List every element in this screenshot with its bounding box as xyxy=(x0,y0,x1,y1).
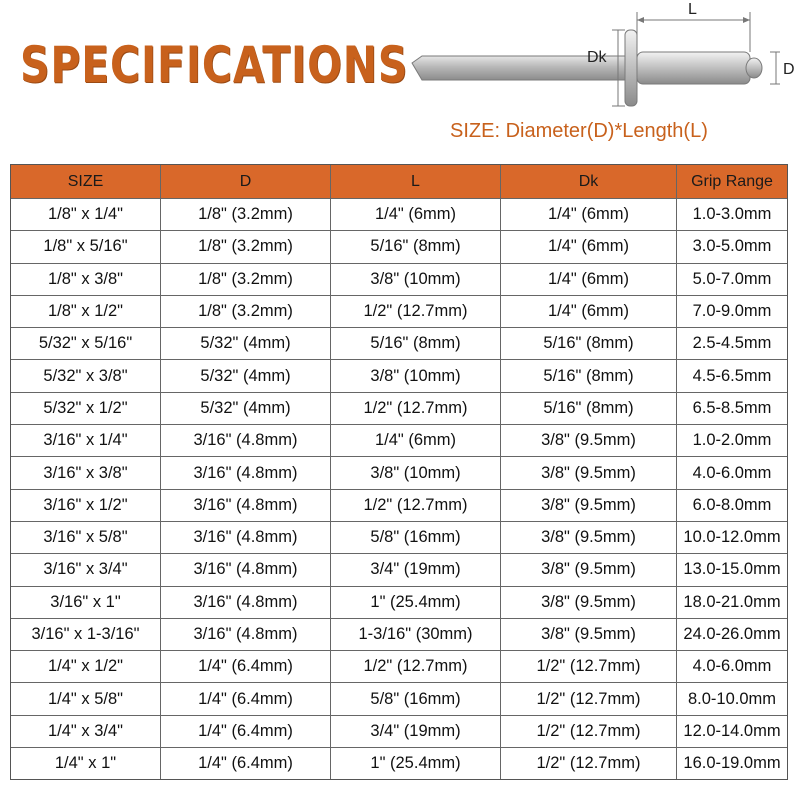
cell-diameter: 1/4" (6.4mm) xyxy=(161,716,331,748)
table-row xyxy=(11,619,787,651)
cell-length: 3/8" (10mm) xyxy=(331,457,501,489)
cell-length: 1/2" (12.7mm) xyxy=(331,296,501,328)
cell-diameter: 5/32" (4mm) xyxy=(161,328,331,360)
cell-length: 1/4" (6mm) xyxy=(331,199,501,231)
cell-diameter: 1/4" (6.4mm) xyxy=(161,748,331,779)
table-row xyxy=(11,748,787,779)
cell-grip-range: 18.0-21.0mm xyxy=(677,587,787,619)
cell-diameter: 1/8" (3.2mm) xyxy=(161,231,331,263)
cell-grip-range: 6.5-8.5mm xyxy=(677,393,787,425)
table-row xyxy=(11,360,787,392)
cell-length: 1/2" (12.7mm) xyxy=(331,651,501,683)
header-length: L xyxy=(331,165,501,199)
cell-head-diameter: 3/8" (9.5mm) xyxy=(501,619,677,651)
cell-size: 1/8" x 1/4" xyxy=(11,199,161,231)
rivet-head xyxy=(625,30,637,106)
cell-length: 1" (25.4mm) xyxy=(331,748,501,779)
label-diameter: D xyxy=(783,61,795,78)
cell-grip-range: 7.0-9.0mm xyxy=(677,296,787,328)
cell-grip-range: 3.0-5.0mm xyxy=(677,231,787,263)
cell-length: 1/2" (12.7mm) xyxy=(331,490,501,522)
spec-table xyxy=(10,164,788,780)
cell-size: 3/16" x 1/2" xyxy=(11,490,161,522)
cell-length: 1/4" (6mm) xyxy=(331,425,501,457)
cell-length: 3/4" (19mm) xyxy=(331,554,501,586)
cell-grip-range: 8.0-10.0mm xyxy=(677,683,787,715)
cell-grip-range: 13.0-15.0mm xyxy=(677,554,787,586)
cell-head-diameter: 1/4" (6mm) xyxy=(501,199,677,231)
cell-head-diameter: 3/8" (9.5mm) xyxy=(501,457,677,489)
cell-grip-range: 5.0-7.0mm xyxy=(677,264,787,296)
page-title: SPECIFICATIONS xyxy=(20,36,409,94)
cell-size: 5/32" x 3/8" xyxy=(11,360,161,392)
size-caption: SIZE: Diameter(D)*Length(L) xyxy=(450,120,708,142)
cell-length: 3/8" (10mm) xyxy=(331,360,501,392)
cell-head-diameter: 1/4" (6mm) xyxy=(501,231,677,263)
cell-diameter: 3/16" (4.8mm) xyxy=(161,587,331,619)
table-row xyxy=(11,683,787,715)
table-header-row xyxy=(11,165,787,199)
table-row xyxy=(11,522,787,554)
cell-size: 1/4" x 5/8" xyxy=(11,683,161,715)
cell-diameter: 1/4" (6.4mm) xyxy=(161,683,331,715)
cell-head-diameter: 3/8" (9.5mm) xyxy=(501,490,677,522)
cell-grip-range: 4.0-6.0mm xyxy=(677,457,787,489)
cell-head-diameter: 1/4" (6mm) xyxy=(501,264,677,296)
label-length: L xyxy=(688,1,697,18)
cell-grip-range: 1.0-2.0mm xyxy=(677,425,787,457)
cell-head-diameter: 1/2" (12.7mm) xyxy=(501,651,677,683)
table-row xyxy=(11,296,787,328)
cell-grip-range: 24.0-26.0mm xyxy=(677,619,787,651)
cell-grip-range: 6.0-8.0mm xyxy=(677,490,787,522)
cell-head-diameter: 3/8" (9.5mm) xyxy=(501,554,677,586)
cell-length: 5/16" (8mm) xyxy=(331,231,501,263)
cell-size: 3/16" x 3/4" xyxy=(11,554,161,586)
cell-size: 3/16" x 1" xyxy=(11,587,161,619)
cell-length: 1/2" (12.7mm) xyxy=(331,393,501,425)
cell-diameter: 5/32" (4mm) xyxy=(161,393,331,425)
rivet-diagram xyxy=(400,0,800,120)
table-row xyxy=(11,328,787,360)
cell-grip-range: 12.0-14.0mm xyxy=(677,716,787,748)
cell-grip-range: 2.5-4.5mm xyxy=(677,328,787,360)
header-grip-range: Grip Range xyxy=(677,165,787,199)
cell-diameter: 1/8" (3.2mm) xyxy=(161,264,331,296)
table-row xyxy=(11,231,787,263)
cell-diameter: 3/16" (4.8mm) xyxy=(161,425,331,457)
cell-length: 3/4" (19mm) xyxy=(331,716,501,748)
mandrel-tip xyxy=(746,58,762,78)
cell-length: 3/8" (10mm) xyxy=(331,264,501,296)
label-head-diameter: Dk xyxy=(587,49,607,66)
cell-length: 5/16" (8mm) xyxy=(331,328,501,360)
cell-head-diameter: 3/8" (9.5mm) xyxy=(501,587,677,619)
cell-size: 3/16" x 1-3/16" xyxy=(11,619,161,651)
cell-length: 1" (25.4mm) xyxy=(331,587,501,619)
cell-diameter: 3/16" (4.8mm) xyxy=(161,554,331,586)
cell-size: 1/4" x 1" xyxy=(11,748,161,779)
table-row xyxy=(11,264,787,296)
cell-size: 3/16" x 5/8" xyxy=(11,522,161,554)
cell-size: 1/8" x 5/16" xyxy=(11,231,161,263)
cell-diameter: 1/8" (3.2mm) xyxy=(161,296,331,328)
cell-size: 1/8" x 3/8" xyxy=(11,264,161,296)
table-row xyxy=(11,425,787,457)
cell-grip-range: 16.0-19.0mm xyxy=(683,754,781,773)
cell-diameter: 3/16" (4.8mm) xyxy=(161,619,331,651)
cell-size: 5/32" x 5/16" xyxy=(11,328,161,360)
cell-length: 5/8" (16mm) xyxy=(331,522,501,554)
table-row xyxy=(11,716,787,748)
table-row xyxy=(11,199,787,231)
cell-size: 1/8" x 1/2" xyxy=(11,296,161,328)
cell-head-diameter: 1/4" (6mm) xyxy=(501,296,677,328)
header-size: SIZE xyxy=(11,165,161,199)
cell-head-diameter: 5/16" (8mm) xyxy=(501,393,677,425)
cell-head-diameter: 5/16" (8mm) xyxy=(501,328,677,360)
table-row xyxy=(11,587,787,619)
table-row xyxy=(11,490,787,522)
cell-size: 3/16" x 3/8" xyxy=(11,457,161,489)
table-row xyxy=(11,393,787,425)
header-head-diameter: Dk xyxy=(501,165,677,199)
cell-length: 1-3/16" (30mm) xyxy=(331,619,501,651)
cell-grip-range: 10.0-12.0mm xyxy=(677,522,787,554)
header-diameter: D xyxy=(161,165,331,199)
table-row xyxy=(11,457,787,489)
table-row xyxy=(11,651,787,683)
cell-head-diameter: 3/8" (9.5mm) xyxy=(501,522,677,554)
table-row xyxy=(11,554,787,586)
cell-diameter: 3/16" (4.8mm) xyxy=(161,522,331,554)
rivet-body xyxy=(637,52,750,84)
cell-length: 5/8" (16mm) xyxy=(331,683,501,715)
cell-diameter: 1/4" (6.4mm) xyxy=(161,651,331,683)
cell-head-diameter: 1/2" (12.7mm) xyxy=(501,748,677,779)
cell-size: 3/16" x 1/4" xyxy=(11,425,161,457)
cell-head-diameter: 3/8" (9.5mm) xyxy=(501,425,677,457)
cell-head-diameter: 5/16" (8mm) xyxy=(501,360,677,392)
cell-size: 1/4" x 1/2" xyxy=(11,651,161,683)
cell-diameter: 1/8" (3.2mm) xyxy=(161,199,331,231)
cell-diameter: 5/32" (4mm) xyxy=(161,360,331,392)
cell-diameter: 3/16" (4.8mm) xyxy=(161,457,331,489)
cell-diameter: 3/16" (4.8mm) xyxy=(161,490,331,522)
cell-head-diameter: 1/2" (12.7mm) xyxy=(501,683,677,715)
cell-grip-range: 1.0-3.0mm xyxy=(677,199,787,231)
cell-grip-range: 4.5-6.5mm xyxy=(677,360,787,392)
cell-head-diameter: 1/2" (12.7mm) xyxy=(501,716,677,748)
cell-size: 5/32" x 1/2" xyxy=(11,393,161,425)
cell-grip-range: 4.0-6.0mm xyxy=(677,651,787,683)
cell-size: 1/4" x 3/4" xyxy=(11,716,161,748)
